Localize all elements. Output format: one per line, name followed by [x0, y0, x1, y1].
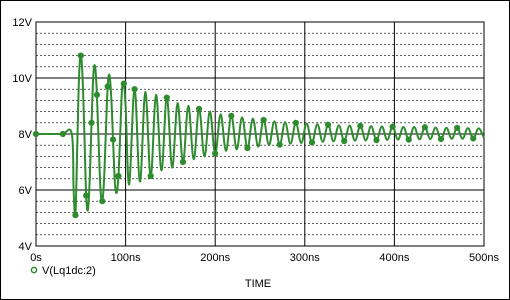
data-point — [438, 136, 443, 141]
data-point — [261, 117, 266, 122]
data-point — [229, 113, 234, 118]
data-point — [89, 120, 94, 125]
data-point — [213, 151, 218, 156]
x-tick-label: 300ns — [289, 252, 320, 264]
data-point — [105, 84, 110, 89]
data-point — [293, 120, 298, 125]
data-point — [325, 122, 330, 127]
data-point — [84, 193, 89, 198]
data-point — [374, 138, 379, 143]
data-point — [94, 92, 99, 97]
data-point — [164, 95, 169, 100]
legend-marker — [31, 267, 36, 272]
data-point — [180, 159, 185, 164]
x-tick-label: 100ns — [110, 252, 141, 264]
data-point — [390, 124, 395, 129]
data-point — [196, 106, 201, 111]
data-point — [121, 81, 126, 86]
x-tick-label: 0s — [30, 252, 42, 264]
y-tick-label: 6V — [18, 185, 32, 197]
y-tick-label: 12V — [12, 17, 32, 29]
x-axis-label: TIME — [244, 278, 272, 290]
data-point — [245, 145, 250, 150]
data-point — [60, 131, 65, 136]
data-point — [277, 142, 282, 147]
series-line — [36, 56, 484, 217]
data-point — [116, 173, 121, 178]
data-point — [309, 140, 314, 145]
data-point — [33, 131, 38, 136]
y-tick-label: 10V — [12, 73, 32, 85]
x-tick-label: 400ns — [379, 252, 410, 264]
data-point — [100, 199, 105, 204]
data-point — [342, 138, 347, 143]
x-tick-label: 200ns — [200, 252, 231, 264]
data-point — [422, 125, 427, 130]
data-point — [78, 53, 83, 58]
data-point — [73, 213, 78, 218]
data-point — [110, 137, 115, 142]
x-tick-label: 500ns — [469, 252, 499, 264]
data-point — [132, 87, 137, 92]
data-point — [471, 136, 476, 141]
data-point — [358, 123, 363, 128]
data-point — [148, 173, 153, 178]
data-point — [406, 137, 411, 142]
legend-label: V(Lq1dc:2) — [42, 265, 96, 277]
y-tick-label: 4V — [18, 241, 32, 253]
data-point — [455, 125, 460, 130]
legend — [31, 265, 95, 277]
y-tick-label: 8V — [18, 129, 32, 141]
